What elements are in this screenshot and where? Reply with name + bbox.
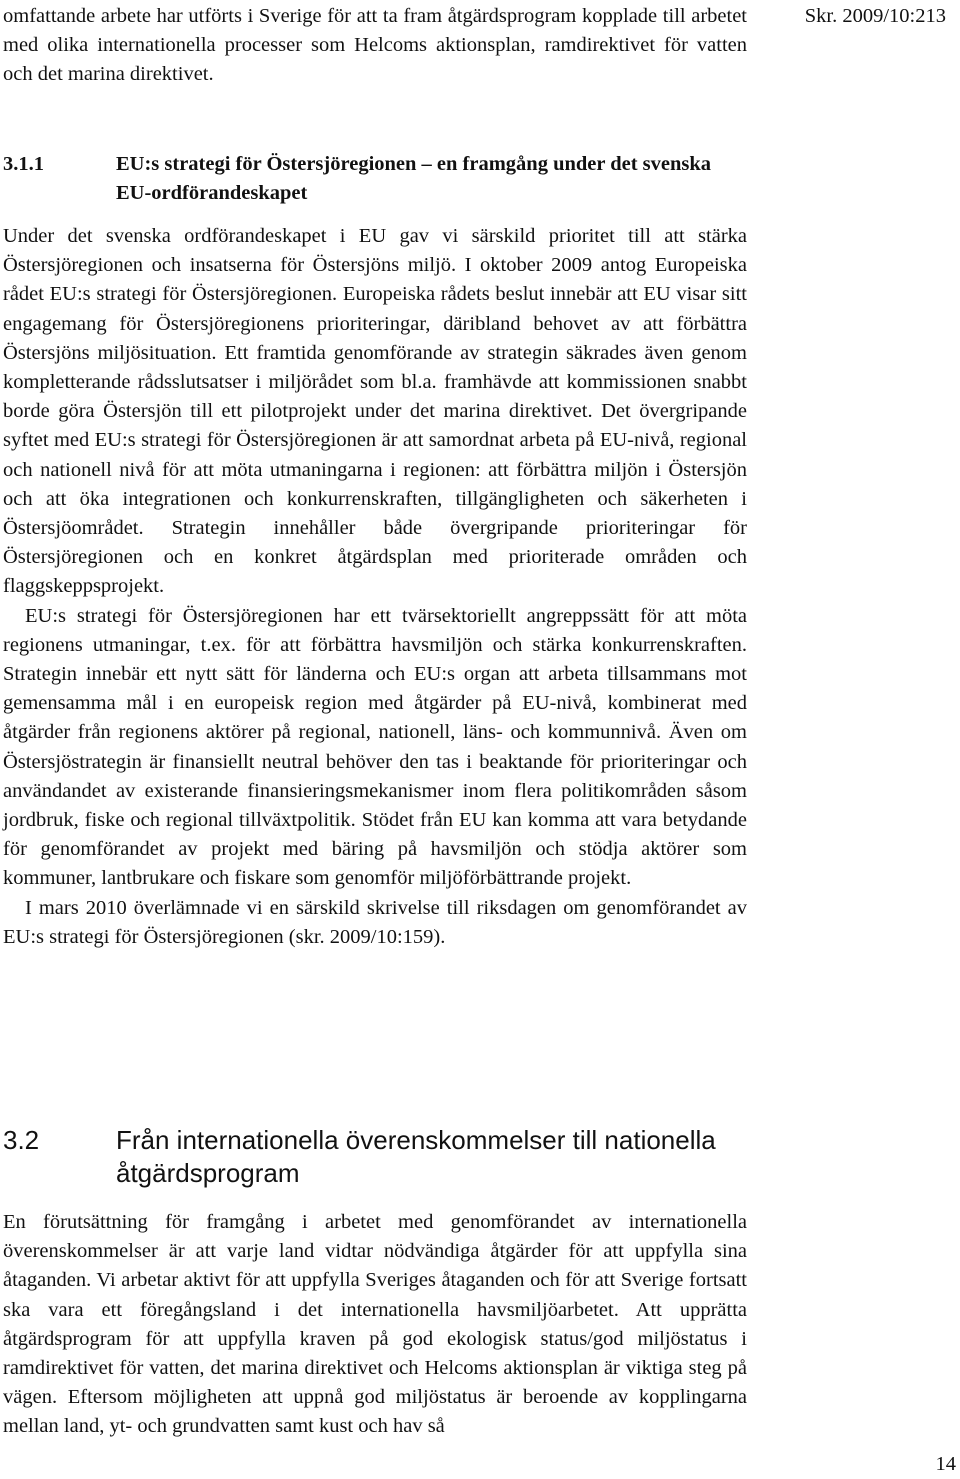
section-heading-3-1-1 xyxy=(3,150,747,208)
section-heading-3-2 xyxy=(3,1124,747,1190)
section-number: 3.2 xyxy=(3,1125,40,1155)
section-3-2-body xyxy=(3,1208,747,1442)
section-3-1-1-body xyxy=(3,222,747,952)
intro-block xyxy=(3,2,747,90)
page-number: 14 xyxy=(935,1453,956,1475)
paragraph: I mars 2010 överlämnade vi en särskild skrivelse till riksdagen om genomförandet av EU:s strategi för Östersjöregionen (skr. 2009/10:159). xyxy=(3,896,747,948)
paragraph: Under det svenska ordförandeskapet i EU gav vi särskild prioritet till att stärka Östersjöregionen och insatserna för Östersjöns miljö. I oktober 2009 antog Europeiska rådet EU:s strategi för Östersjöregionen. Europeiska rådets beslut innebär att EU visar sitt engagemang för Östersjöregionens prioriteringar, däribland behovet av att förbättra Östersjöns miljösituation. Ett framtida genomförande av strategin säkrades även genom kompletterande rådsslutsatser i miljörådet som bl.a. framhävde att kommissionen snabbt borde göra Östersjön till ett pilotprojekt under det marina direktivet. Det övergripande syftet med EU:s strategi för Östersjöregionen är att samordnat arbeta på EU-nivå, regional och nationell nivå för att möta utmaningarna i regionen: att förbättra miljön i Östersjön och att öka integrationen och konkurrenskraften, tillgängligheten och säkerheten i Östersjöområdet. Strategin innehåller både övergripande prioriteringar för Östersjöregionen och en konkret åtgärdsplan med prioriterade områden och flaggskeppsprojekt. xyxy=(3,225,747,598)
document-reference: Skr. 2009/10:213 xyxy=(804,5,946,27)
section-title: Från internationella överenskommelser till nationella åtgärdsprogram xyxy=(116,1125,716,1188)
intro-paragraph: omfattande arbete har utförts i Sverige för att ta fram åtgärdsprogram kopplade till arbetet med olika internationella processer som Helcoms aktionsplan, ramdirektivet för vatten och det marina direktivet. xyxy=(3,5,747,86)
paragraph: En förutsättning för framgång i arbetet med genomförandet av internationella överenskommelser är att varje land vidtar nödvändiga åtgärder för att uppfylla sina åtaganden. Vi arbetar aktivt för att uppfylla Sveriges åtaganden och för att Sverige fortsatt ska vara ett föregångsland i det internationella havsmiljöarbetet. Att upprätta åtgärdsprogram för att uppfylla kraven på god ekologisk status/god miljöstatus i ramdirektivet för vatten, det marina direktivet och Helcoms aktionsplan är viktiga steg på vägen. Eftersom möjligheten att uppnå god miljöstatus är beroende av kopplingarna mellan land, yt- och grundvatten samt kust och hav så xyxy=(3,1211,747,1438)
paragraph: EU:s strategi för Östersjöregionen har ett tvärsektoriellt angreppssätt för att möta regionens utmaningar, t.ex. för att förbättra havsmiljön och stärka konkurrenskraften. Strategin innebär ett nytt sätt för länderna och EU:s organ att arbeta tillsammans mot gemensamma mål i en europeisk region med åtgärder på EU-nivå, kombinerat med åtgärder från regionens aktörer på regional, nationell, läns- och kommunnivå. Även om Östersjöstrategin är finansiellt neutral behöver den tas i beaktande för prioriteringar och användandet av existerande finansieringsmekanismer inom flera politikområden såsom jordbruk, fiske och regional tillväxtpolitik. Stödet från EU kan komma att vara betydande för genomförandet av projekt med bäring på havsmiljön och stödja aktörer som kommuner, lantbrukare och fiskare som genomför miljöförbättrande projekt. xyxy=(3,604,747,890)
section-title: EU:s strategi för Östersjöregionen – en framgång under det svenska EU-ordförandeskapet xyxy=(116,153,712,204)
section-number: 3.1.1 xyxy=(3,153,44,175)
